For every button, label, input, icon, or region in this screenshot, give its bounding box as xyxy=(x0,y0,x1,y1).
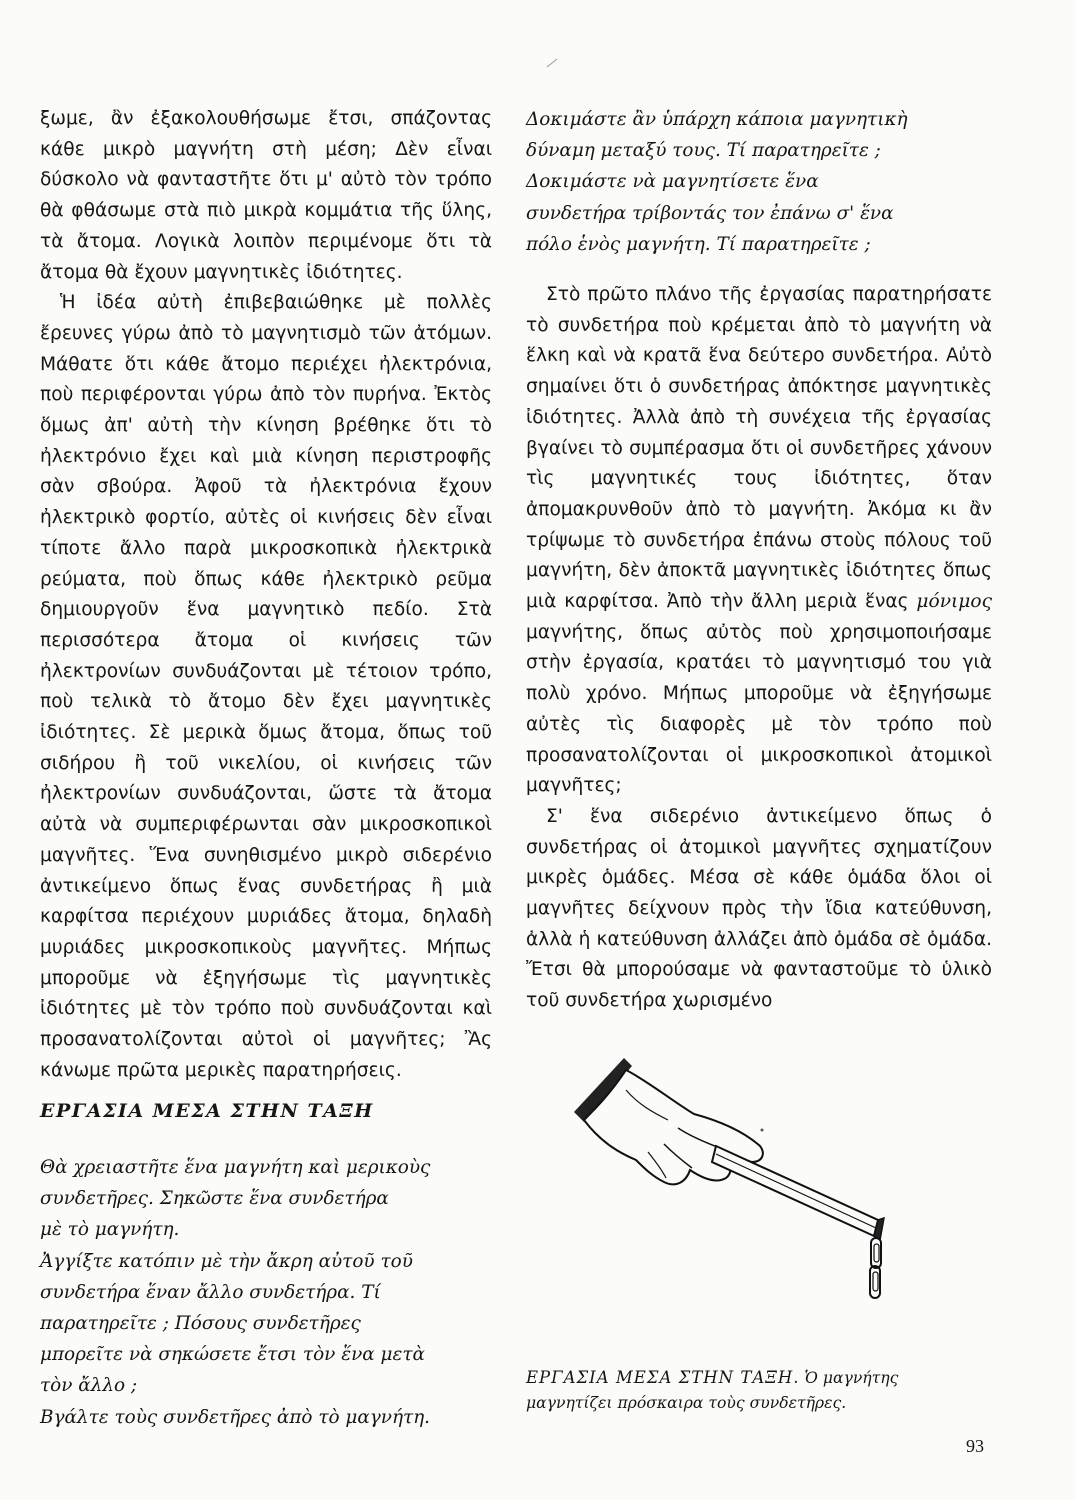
lab-line: μπορεῖτε νὰ σηκώσετε ἔτσι τὸν ἕνα μετὰ xyxy=(40,1344,425,1366)
paragraph-text: μαγνήτης, ὅπως αὐτὸς ποὺ χρησιμοποιήσαμε στὴν ἐργασία, κρατάει τὸ μαγνητισμό του γιὰ πολὺ χρόνο. Μήπως μποροῦμε νὰ ἐξηγήσωμε αὐτὲς τὶς διαφορὲς μὲ τὸν τρόπο ποὺ προσανατολίζονται οἱ μικροσκοπικοὶ ἀτομικοὶ μαγνῆτες; xyxy=(526,621,992,797)
caption-text: Ὁ μαγνήτης xyxy=(799,1369,899,1387)
lab-line: τὸν ἄλλο ; xyxy=(40,1375,138,1397)
lab-line: συνδετήρα τρίβοντάς τον ἐπάνω σ' ἕνα xyxy=(526,202,894,224)
page-number: 93 xyxy=(966,1436,984,1456)
lab-line: συνδετήρα ἕναν ἄλλο συνδετήρα. Τί xyxy=(40,1281,381,1303)
lab-line: μὲ τὸ μαγνήτη. xyxy=(40,1219,180,1241)
stray-mark-icon xyxy=(546,58,558,68)
lab-line: συνδετῆρες. Σηκῶστε ἕνα συνδετήρα xyxy=(40,1188,389,1210)
lab-line: Δοκιμάστε ἂν ὑπάρχη κάποια μαγνητικὴ xyxy=(526,109,908,130)
body-paragraph: ξωμε, ἂν ἐξακολουθήσωμε ἔτσι, σπάζοντας κάθε μικρὸ μαγνήτη στὴ μέση; Δὲν εἶναι δύσκολο νὰ φανταστῆτε ὅτι μ' αὐτὸ τὸν τρόπο θὰ φθάσωμε στὰ πιὸ μικρὰ κομμάτια τῆς ὕλης, τὰ ἄτομα. Λογικὰ λοιπὸν περιμένομε ὅτι τὰ ἄτομα θὰ ἔχουν μαγνητικὲς ἰδιότητες. xyxy=(40,108,492,283)
lab-line: παρατηρεῖτε ; Πόσους συνδετῆρες xyxy=(40,1313,361,1335)
body-paragraph: Σ' ἕνα σιδερένιο ἀντικείμενο ὅπως ὁ συνδετήρας οἱ ἀτομικοὶ μαγνῆτες σχηματίζουν μικρὲς ὁμάδες. Μέσα σὲ κάθε ὁμάδα ὅλοι οἱ μαγνῆτες δείχνουν πρὸς τὴν ἴδια κατεύθυνση, ἀλλὰ ἡ κατεύθυνση ἀλλάζει ἀπὸ ὁμάδα σὲ ὁμάδα. Ἔτσι θὰ μπορούσαμε νὰ φανταστοῦμε τὸ ὑλικὸ τοῦ συνδετήρα χωρισμένο xyxy=(526,805,992,1012)
lab-line: Βγάλτε τοὺς συνδετῆρες ἀπὸ τὸ μαγνήτη. xyxy=(40,1406,431,1428)
lab-instructions xyxy=(40,1152,492,1433)
right-column xyxy=(526,104,992,1017)
lab-line: Ἀγγίξτε κατόπιν μὲ τὴν ἄκρη αὐτοῦ τοῦ xyxy=(40,1250,413,1272)
figure-caption xyxy=(526,1365,996,1416)
body-paragraph xyxy=(526,280,992,802)
caption-heading: ΕΡΓΑΣΙΑ ΜΕΣΑ ΣΤΗΝ ΤΑΞΗ. xyxy=(526,1368,800,1387)
paragraph-text: Στὸ πρῶτο πλάνο τῆς ἐργασίας παρατηρήσατε τὸ συνδετήρα ποὺ κρέμεται ἀπὸ τὸ μαγνήτη νὰ ἕλκη καὶ νὰ κρατᾶ ἕνα δεύτερο συνδετήρα. Αὐτὸ σημαίνει ὅτι ὁ συνδετήρας ἀπόκτησε μαγνητικὲς ἰδιότητες. Ἀλλὰ ἀπὸ τὴ συνέχεια τῆς ἐργασίας βγαίνει τὸ συμπέρασμα ὅτι οἱ συνδετῆρες χάνουν τὶς μαγνητικές τους ἰδιότητες, ὅταν ἀπομακρυνθοῦν ἀπὸ τὸ μαγνήτη. Ἀκόμα κι ἂν τρίψωμε τὸ συνδετήρα ἐπάνω στοὺς πόλους τοῦ μαγνήτη, δὲν ἀποκτᾶ μαγνητικὲς ἰδιότητες ὅπως μιὰ καρφίτσα. Ἀπὸ τὴν ἄλλη μεριὰ ἕνας xyxy=(526,284,992,613)
hand-holding-magnet-with-paperclips-illustration xyxy=(566,1050,996,1325)
lab-line: Θὰ χρειαστῆτε ἕνα μαγνήτη καὶ μερικοὺς xyxy=(40,1157,431,1178)
body-paragraph: Ἡ ἰδέα αὐτὴ ἐπιβεβαιώθηκε μὲ πολλὲς ἔρευνες γύρω ἀπὸ τὸ μαγνητισμὸ τῶν ἀτόμων. Μάθατε ὅτι κάθε ἄτομο περιέχει ἠλεκτρόνια, ποὺ περιφέρονται γύρω ἀπὸ τὸν πυρήνα. Ἐκτὸς ὅμως ἀπ' αὐτὴ τὴν κίνηση βρέθηκε ὅτι τὸ ἠλεκτρόνιο ἔχει καὶ μιὰ κίνηση περιστροφῆς σὰν σβούρα. Ἀφοῦ τὰ ἠλεκτρόνια ἔχουν ἠλεκτρικὸ φορτίο, αὐτὲς οἱ κινήσεις δὲν εἶναι τίποτε ἄλλο παρὰ μικροσκοπικὰ ἠλεκτρικὰ ρεύματα, ποὺ ὅπως κάθε ἠλεκτρικὸ ρεῦμα δημιουργοῦν ἕνα μαγνητικὸ πεδίο. Στὰ περισσότερα ἄτομα οἱ κινήσεις τῶν ἠλεκτρονίων συνδυάζονται μὲ τέτοιον τρόπο, ποὺ τελικὰ τὸ ἄτομο δὲν ἔχει μαγνητικὲς ἰδιότητες. Σὲ μερικὰ ὅμως ἄτομα, ὅπως τοῦ σιδήρου ἢ τοῦ νικελίου, οἱ κινήσεις τῶν ἠλεκτρονίων συνδυάζονται, ὥστε τὰ ἄτομα αὐτὰ νὰ συμπεριφέρωνται σὰν μικροσκοπικοὶ μαγνῆτες. Ἕνα συνηθισμένο μικρὸ σιδερένιο ἀντικείμενο ὅπως ἕνας συνδετήρας ἢ μιὰ καρφίτσα περιέχουν μυριάδες ἄτομα, δηλαδὴ μυριάδες μικροσκοπικοὺς μαγνῆτες. Μήπως μποροῦμε νὰ ἐξηγήσωμε τὶς μαγνητικὲς ἰδιότητες μὲ τὸν τρόπο ποὺ συνδυάζονται καὶ προσανατολίζονται αὐτοὶ οἱ μαγνῆτες; Ἂς κάνωμε πρῶτα μερικὲς παρατηρήσεις. xyxy=(40,292,492,1081)
emphasis-word: μόνιμος xyxy=(916,591,992,613)
lab-line: πόλο ἑνὸς μαγνήτη. Τί παρατηρεῖτε ; xyxy=(526,233,871,255)
lab-heading: ΕΡΓΑΣΙΑ ΜΕΣΑ ΣΤΗΝ ΤΑΞΗ xyxy=(40,1100,374,1122)
caption-text: μαγνητίζει πρόσκαιρα τοὺς συνδετῆρες. xyxy=(526,1394,847,1412)
lab-continuation xyxy=(526,104,992,260)
lab-line: Δοκιμάστε νὰ μαγνητίσετε ἕνα xyxy=(526,171,819,193)
left-column xyxy=(40,104,492,1087)
lab-line: δύναμη μεταξύ τους. Τί παρατηρεῖτε ; xyxy=(526,140,881,162)
